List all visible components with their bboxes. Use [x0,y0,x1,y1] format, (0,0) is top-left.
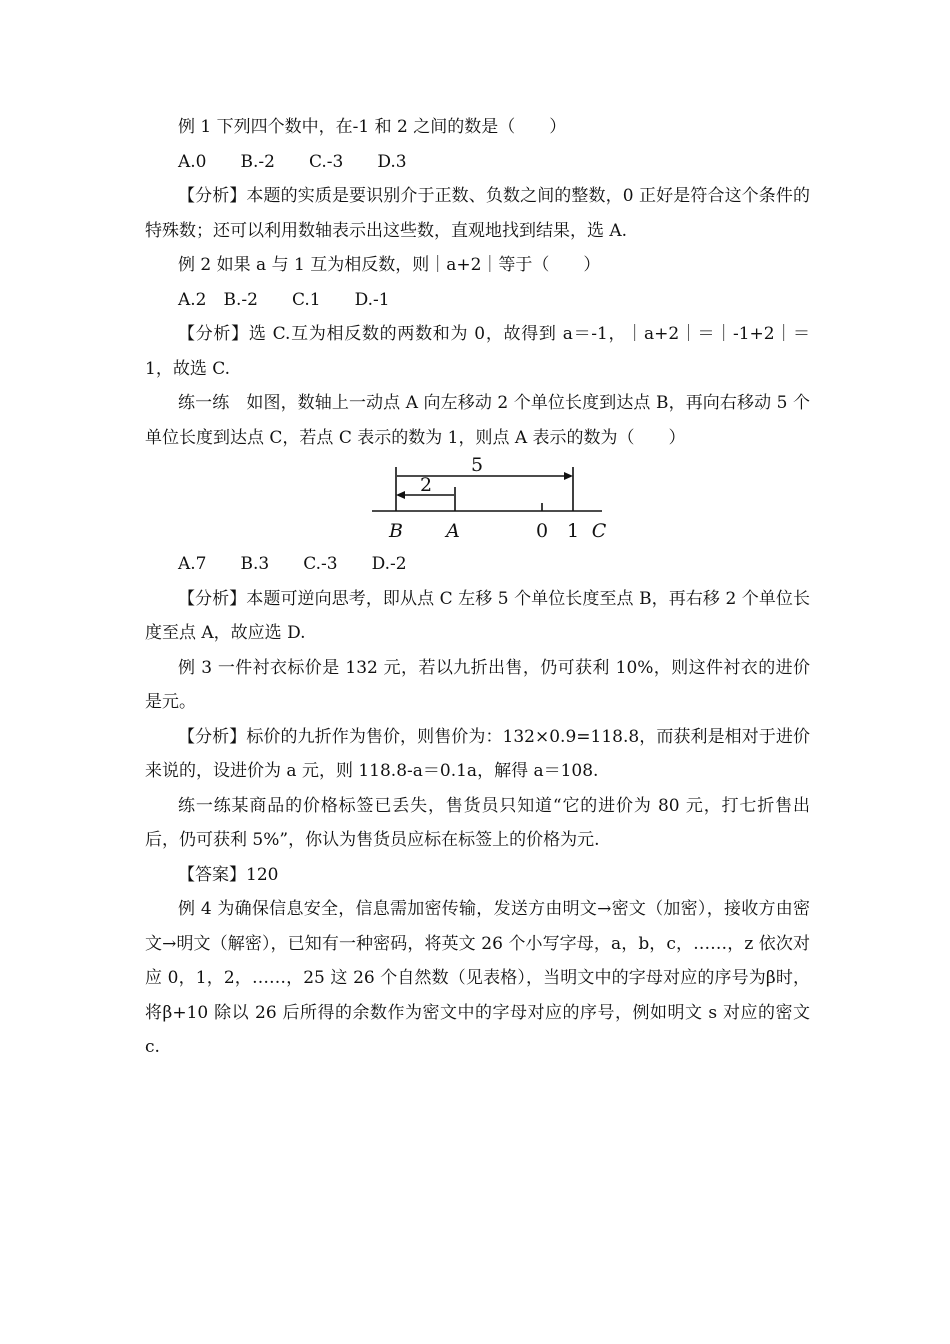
point-c-label: C [591,520,607,542]
example-4-question: 例 4 为确保信息安全，信息需加密传输，发送方由明文→密文（加密），接收方由密文→明文（解密），已知有一种密码，将英文 26 个小写字母，a，b，c，……，z 依次对应 0，1，2，……，25 这 26 个自然数（见表格），当明文中的字母对应的序号为β时，将β+10 除以 26 后所得的余数作为密文中的字母对应的序号，例如明文 s 对应的密文 c. [145,899,810,1057]
practice-1-analysis: 【分析】本题可逆向思考，即从点 C 左移 5 个单位长度至点 B，再右移 2 个单位长度至点 A，故应选 D. [145,588,810,643]
example-1-options: A.0 B.-2 C.-3 D.3 [178,151,407,172]
point-b-label: B [389,520,403,542]
document-page [145,110,810,1065]
tick-one-label: 1 [566,520,580,542]
long-arrow-head [564,472,573,480]
practice-2-question: 练一练某商品的价格标签已丢失，售货员只知道“它的进价为 80 元，打七折售出后，仍可获利 5%”，你认为售货员应标在标签上的价格为元. [145,795,810,850]
example-2-question: 例 2 如果 a 与 1 互为相反数，则｜a+2｜等于（ ） [178,255,601,275]
example-1-question: 例 1 下列四个数中，在-1 和 2 之间的数是（ ） [178,117,567,137]
practice-1-question: 练一练 如图，数轴上一动点 A 向左移动 2 个单位长度到达点 B，再向右移动 5 个单位长度到达点 C，若点 C 表示的数为 1，则点 A 表示的数为（ ） [145,393,810,448]
practice-1-options: A.7 B.3 C.-3 D.-2 [178,554,407,574]
example-2-analysis: 【分析】选 C.互为相反数的两数和为 0，故得到 a＝-1，｜a+2｜＝｜-1+2｜＝1，故选 C. [145,324,810,379]
example-3-question: 例 3 一件衬衣标价是 132 元，若以九折出售，仍可获利 10%，则这件衬衣的进价是元。 [145,657,810,712]
tick-zero-label: 0 [535,520,549,542]
short-arrow-head [396,491,405,499]
example-1-analysis: 【分析】本题的实质是要识别介于正数、负数之间的整数，0 正好是符合这个条件的特殊数；还可以利用数轴表示出这些数，直观地找到结果，选 A. [145,186,810,241]
long-arrow-label: 5 [470,455,484,476]
number-line-figure [145,455,810,547]
short-arrow-label: 2 [419,474,433,496]
practice-2-answer: 【答案】120 [178,864,279,885]
example-2-options: A.2 B.-2 C.1 D.-1 [178,289,390,310]
example-3-analysis: 【分析】标价的九折作为售价，则售价为：132×0.9=118.8，而获利是相对于进价来说的，设进价为 a 元，则 118.8-a＝0.1a，解得 a＝108. [145,726,810,781]
point-a-label: A [446,520,460,542]
number-line-svg [367,455,617,545]
